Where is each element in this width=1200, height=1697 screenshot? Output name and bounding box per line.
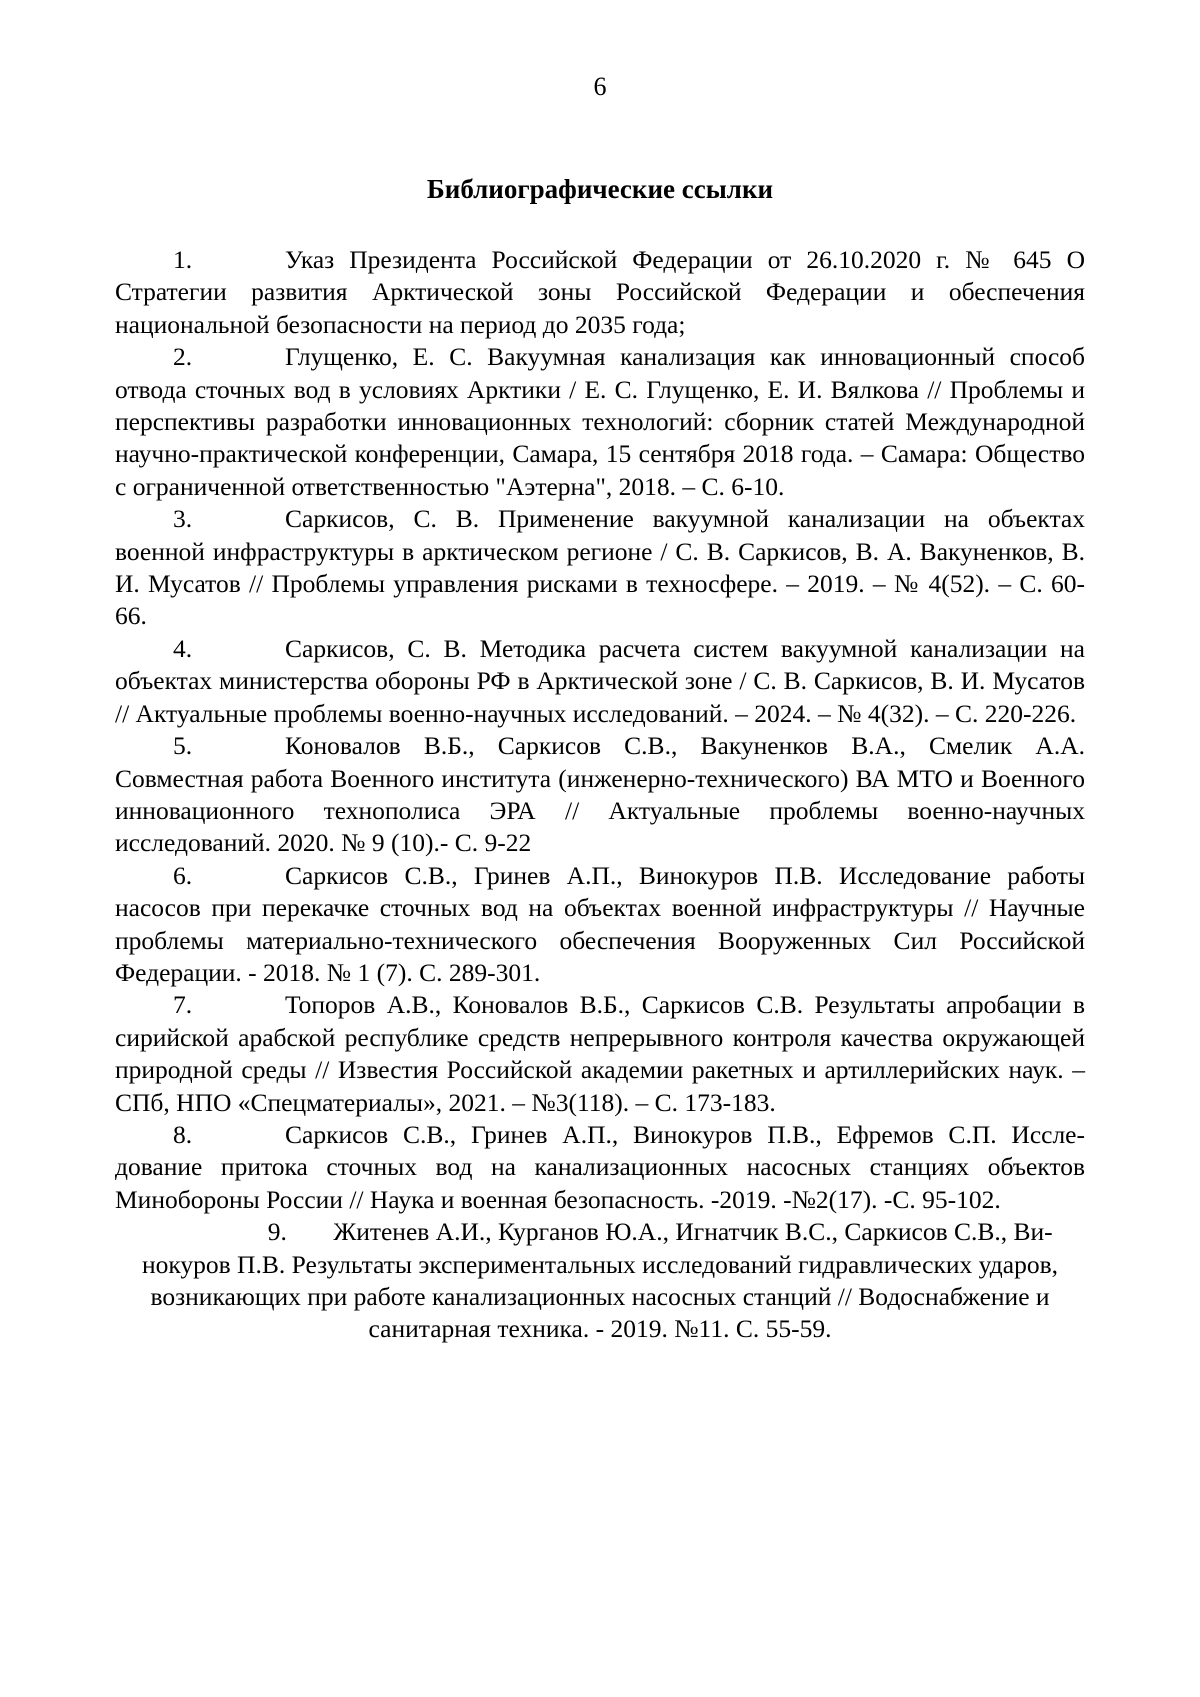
reference-number: 7. [173,990,193,1020]
reference-item-4 [115,633,1085,730]
reference-text: Саркисов С.В., Гринев А.П., Винокуров П.В., Ефремов С.П. Исследование притока сточных вод на канализационных насосных станциях объектов Минобороны России // Наука и военная безопасность. -2019. -№2(17). -С. 95-102. [115,1119,1085,1214]
reference-text: Житенев А.И., Курганов Ю.А., Игнатчик В.С., Саркисов С.В., Винокуров П.В. Результаты экспериментальных исследований гидравлических ударов, возникающих при работе канализационных насосных станций // Водоснабжение и санитарная техника. - 2019. №11. С. 55-59. [141,1217,1059,1344]
reference-text: Саркисов, С. В. Методика расчета систем вакуумной канализации на объектах министерства обороны РФ в Арктической зоне / С. В. Саркисов, В. И. Мусатов // Актуальные проблемы военно-научных исследований. – 2024. – № 4(32). – С. 220-226. [115,633,1085,728]
reference-text: Топоров А.В., Коновалов В.Б., Саркисов С.В. Результаты апробации в сирийской арабской республике средств непрерывного контроля качества окружающей природной среды // Известия Российской академии ракетных и артиллерийских наук. – СПб, НПО «Спецматериалы», 2021. – №3(118). – С. 173-183. [115,990,1085,1117]
reference-number: 1. [173,245,193,274]
reference-item-8 [115,1119,1085,1216]
page-title: Библиографические ссылки [426,174,774,204]
reference-text: Саркисов, С. В. Применение вакуумной канализации на объектах военной инфраструктуры в арктическом регионе / С. В. Саркисов, В. А. Вакуненков, В. И. Мусатов // Проблемы управления рисками в техносфере. – 2019. – № 4(52). – С. 60-66. [115,504,1085,631]
reference-number: 8. [173,1119,193,1149]
reference-item-6 [115,860,1085,990]
reference-item-7 [115,989,1085,1119]
reference-list [115,244,1085,1346]
reference-number: 9. [267,1217,287,1247]
reference-item-5 [115,730,1085,860]
reference-text: Коновалов В.Б., Саркисов С.В., Вакуненков В.А., Смелик А.А. Совместная работа Военного института (инженерно-технического) ВА МТО и Военного инновационного технополиса ЭРА // Актуальные проблемы военно-научных исследований. 2020. № 9 (10).- С. 9-22 [115,731,1085,858]
reference-item-9 [115,1216,1085,1346]
reference-text: Саркисов С.В., Гринев А.П., Винокуров П.В. Исследование работы насосов при перекачке сточных вод на объектах военной инфраструктуры // Научные проблемы материально-технического обеспечения Вооруженных Сил Российской Федерации. - 2018. № 1 (7). С. 289-301. [115,860,1085,987]
reference-item-3 [115,503,1085,633]
reference-number: 5. [173,731,193,761]
reference-text: Указ Президента Российской Федерации от 26.10.2020 г. № 645 О Стратегии развития Арктической зоны Российской Федерации и обеспечения национальной безопасности на период до 2035 года; [115,245,1085,339]
reference-number: 2. [173,342,193,372]
reference-item-2 [115,341,1085,503]
reference-number: 6. [173,860,193,890]
reference-item-1 [115,244,1085,341]
reference-text: Глущенко, Е. С. Вакуумная канализация как инновационный способ отвода сточных вод в условиях Арктики / Е. С. Глущенко, Е. И. Вялкова // Проблемы и перспективы разработки инновационных технологий: сборник статей Международной научно-практической конференции, Самара, 15 сентября 2018 года. – Самара: Общество с ограниченной ответственностью "Аэтерна", 2018. – С. 6-10. [115,342,1085,501]
page-number: 6 [593,72,607,101]
reference-number: 3. [173,504,193,534]
reference-number: 4. [173,633,193,663]
